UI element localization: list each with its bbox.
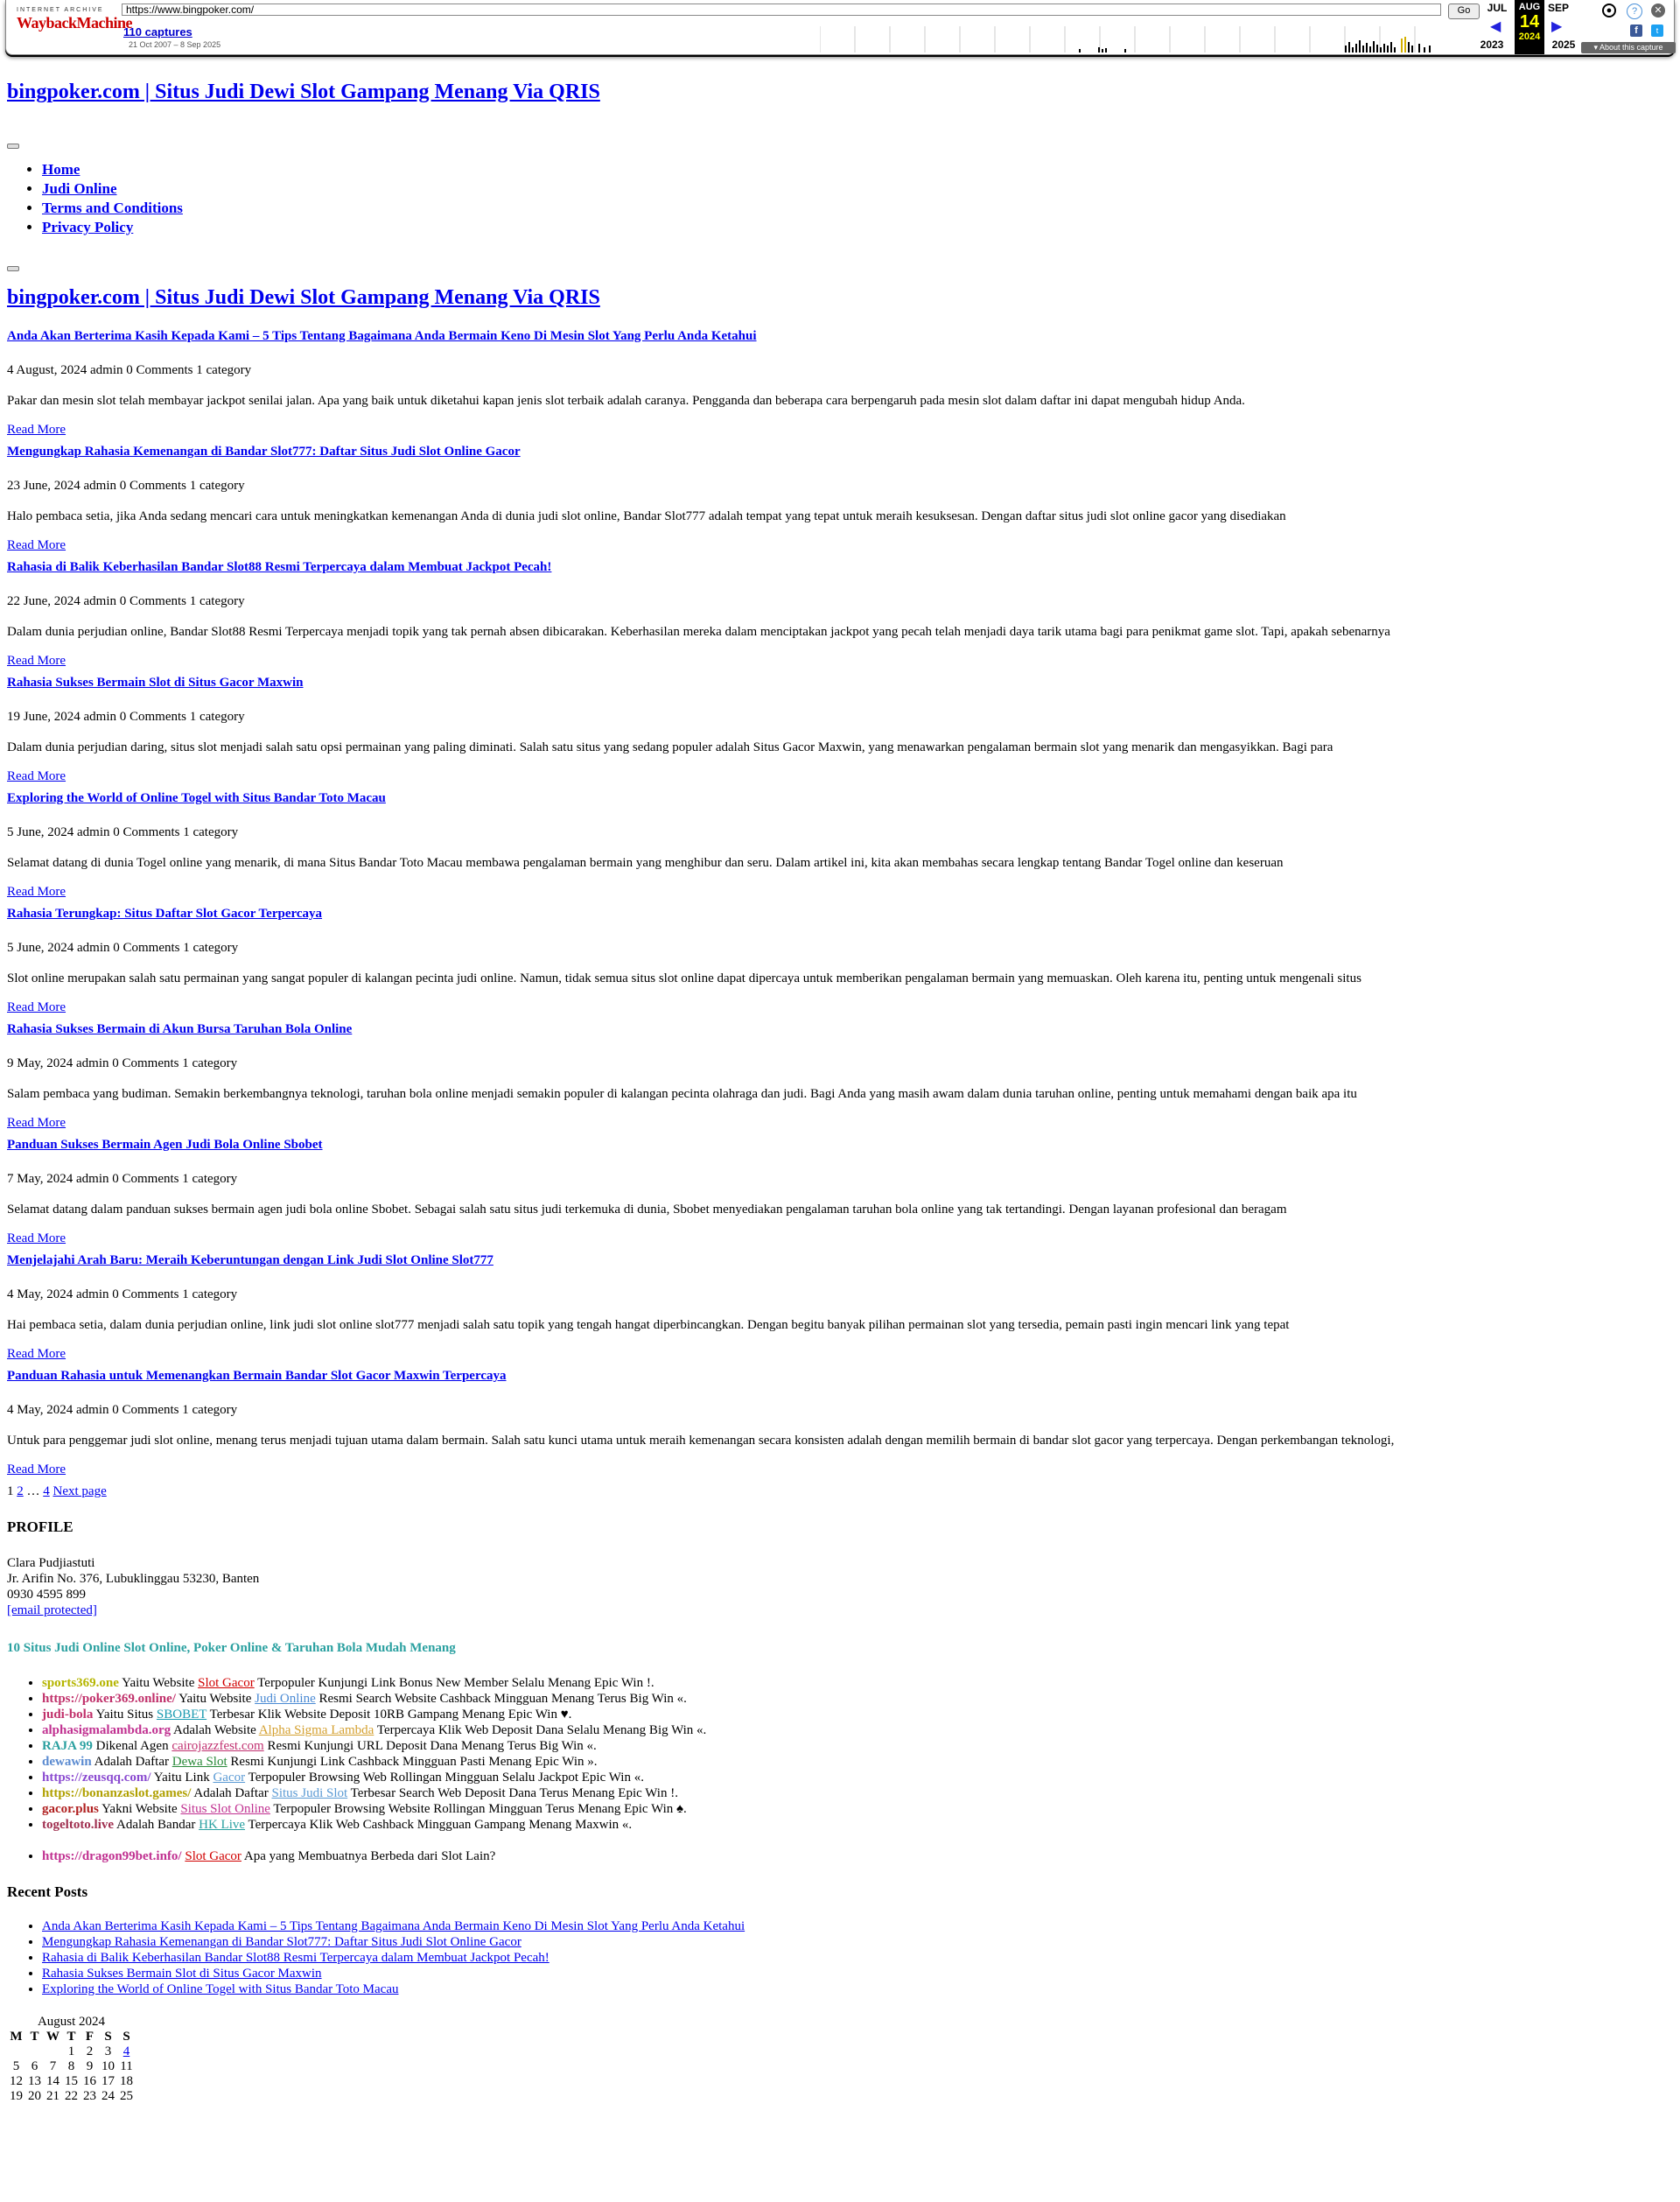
page-content [7,81,1670,2104]
twitter-icon[interactable]: t [1651,25,1663,37]
situs-text-post: Terbesar Search Web Deposit Dana Terus Menang Epic Win !. [347,1786,678,1800]
post-item [7,560,1670,669]
page-link-4[interactable]: 4 [43,1484,50,1498]
calendar-day: 23 [83,2089,96,2103]
situs-item [42,1722,1670,1738]
facebook-icon[interactable]: f [1630,25,1642,37]
post-meta: 4 May, 2024 admin 0 Comments 1 category [7,1287,238,1301]
situs-text-post: Terbesar Klik Website Deposit 10RB Gampang Menang Epic Win ♥. [206,1708,572,1722]
logo-main-text: WaybackMachine [17,14,133,32]
calendar-widget [7,2015,136,2104]
situs-text-pre: Dikenal Agen [92,1739,172,1753]
situs-item [42,1785,1670,1801]
post-meta: 5 June, 2024 admin 0 Comments 1 category [7,825,239,839]
situs-brand-link[interactable]: alphasigmalambda.org [42,1723,172,1737]
situs-brand-link[interactable]: gacor.plus [42,1802,99,1816]
wayback-toolbar [5,0,1675,55]
post-excerpt: Selamat datang dalam panduan sukses bermain agen judi bola online Sbobet. Sebagai salah satu situs judi terkemuka di dunia, Sbobet menyediakan pengalaman taruhan bola online yang tak tertandingi. Dengan layanan profesional dan beragam [7,1203,1287,1217]
situs-item [42,1675,1670,1691]
recent-posts-widget [7,1883,1670,1997]
read-more-link[interactable]: Read More [7,769,66,783]
recent-post-link[interactable]: Anda Akan Berterima Kasih Kepada Kami – 5 Tips Tentang Bagaimana Anda Bermain Keno Di Mesin Slot Yang Perlu Anda Ketahui [42,1919,746,1933]
situs-item [42,1817,1670,1833]
situs-text-post: Terpercaya Klik Web Deposit Dana Selalu Menang Big Win «. [374,1723,707,1737]
situs-text-pre: Yakni Website [98,1802,181,1816]
post-meta: 19 June, 2024 admin 0 Comments 1 category [7,710,245,724]
post-item [7,1369,1670,1477]
recent-post-link[interactable]: Rahasia Sukses Bermain Slot di Situs Gacor Maxwin [42,1967,322,1981]
read-more-link[interactable]: Read More [7,1462,66,1476]
situs-link[interactable]: Alpha Sigma Lambda [258,1723,374,1737]
post-item [7,445,1670,553]
post-title [7,907,1670,922]
prev-month[interactable]: JUL [1487,2,1508,14]
go-button[interactable]: Go [1448,4,1480,19]
post-excerpt: Dalam dunia perjudian online, Bandar Slot88 Resmi Terpercaya menjadi topik yang tak pernah absen dibicarakan. Keberhasilan mereka dalam menciptakan jackpot yang pecah telah menjadi daya tarik utama bagi para penikmat game slot. Tapi, apakah sebenarnya [7,625,1390,639]
calendar-day: 1 [67,2044,75,2058]
page-current: 1 [7,1484,14,1498]
situs-link[interactable]: Situs Judi Slot [271,1786,348,1800]
nav-link-home[interactable]: Home [42,161,80,178]
read-more-link[interactable]: Read More [7,1000,66,1014]
menu-toggle-button[interactable] [7,144,19,149]
situs-brand-link[interactable]: sports369.one [42,1676,119,1690]
situs-text-pre: Adalah Daftar [91,1755,172,1769]
post-title-link[interactable]: Menjelajahi Arah Baru: Meraih Keberuntungan dengan Link Judi Slot Online Slot777 [7,1253,494,1267]
situs-text-pre: Adalah Website [171,1723,259,1737]
site-title [7,81,1670,104]
calendar-weekday: T [30,2030,39,2044]
calendar-day: 11 [120,2059,133,2073]
post-title [7,1022,1670,1037]
read-more-link[interactable]: Read More [7,538,66,552]
site-title-secondary [7,286,1670,310]
capture-sparkline[interactable] [820,26,1441,53]
post-item [7,329,1670,438]
search-toggle-button[interactable] [7,266,19,271]
calendar-weekday: M [10,2030,23,2044]
calendar-day: 8 [67,2059,75,2073]
situs-brand-link[interactable]: dewawin [42,1755,92,1769]
post-excerpt: Halo pembaca setia, jika Anda sedang mencari cara untuk meningkatkan kemenangan Anda di dunia judi slot online, Bandar Slot777 adalah tempat yang tepat untuk meraih kesuksesan. Dengan daftar situs judi slot online gacor yang disediakan [7,509,1286,523]
calendar-day: 20 [28,2089,41,2103]
site-title-link[interactable]: bingpoker.com | Situs Judi Dewi Slot Gampang Menang Via QRIS [7,81,600,103]
capture-range: 21 Oct 2007 – 8 Sep 2025 [129,40,221,49]
read-more-link[interactable]: Read More [7,654,66,668]
post-title-link[interactable]: Rahasia Sukses Bermain di Akun Bursa Taruhan Bola Online [7,1022,353,1036]
situs-extra-text: Apa yang Membuatnya Berbeda dari Slot Lain? [241,1849,496,1863]
recent-posts-heading: Recent Posts [7,1883,88,1900]
post-title-link[interactable]: Rahasia di Balik Keberhasilan Bandar Slot88 Resmi Terpercaya dalam Membuat Jackpot Pecah! [7,560,552,574]
prev-year[interactable]: 2023 [1480,39,1504,51]
post-excerpt: Dalam dunia perjudian daring, situs slot menjadi salah satu opsi permainan yang paling diminati. Salah satu situs yang sedang populer adalah Situs Gacor Maxwin, yang menawarkan pengalaman bermain slot yang menarik dan mengasyikkan. Bagi para [7,740,1334,754]
calendar-weekday: T [66,2030,76,2044]
profile-name: Clara Pudjiastuti [7,1556,95,1570]
calendar-weekday: S [104,2030,112,2044]
situs-text-pre: Adalah Daftar [191,1786,272,1800]
situs-text-post: Terpopuler Browsing Website Rollingan Mingguan Terus Menang Epic Win ♠. [270,1802,687,1816]
next-arrow-icon[interactable]: ▶ [1551,19,1563,34]
post-item [7,791,1670,900]
post-title-link[interactable]: Anda Akan Berterima Kasih Kepada Kami – 5 Tips Tentang Bagaimana Anda Bermain Keno Di Mesin Slot Yang Perlu Anda Ketahui [7,329,757,343]
post-title-link[interactable]: Rahasia Terungkap: Situs Daftar Slot Gacor Terpercaya [7,907,323,921]
read-more-link[interactable]: Read More [7,885,66,899]
calendar-weekday: S [122,2030,130,2044]
post-title [7,445,1670,459]
calendar-day: 15 [65,2074,78,2088]
current-capture [1515,0,1544,54]
calendar-weekday: W [46,2030,60,2044]
help-icon[interactable]: ? [1627,4,1642,19]
situs-item [42,1754,1670,1770]
situs-item [42,1770,1670,1785]
logo-top-text: INTERNET ARCHIVE [17,7,104,13]
post-title [7,791,1670,806]
calendar-day: 22 [65,2089,78,2103]
post-title-link[interactable]: Mengungkap Rahasia Kemenangan di Bandar Slot777: Daftar Situs Judi Slot Online Gacor [7,445,521,459]
profile-heading: PROFILE [7,1518,74,1535]
calendar-day: 16 [83,2074,96,2088]
situs-link[interactable]: Gacor [213,1771,246,1785]
profile-email-link[interactable]: [email protected] [7,1603,97,1617]
situs-extra-brand-link[interactable]: https://dragon99bet.info/ [42,1849,182,1863]
recent-posts-list [7,1918,1670,1997]
situs-link[interactable]: Judi Online [255,1692,316,1706]
nav-item-home [42,160,1670,179]
calendar-day: 12 [10,2074,23,2088]
situs-link[interactable]: Situs Slot Online [180,1802,270,1816]
situs-brand-link[interactable]: RAJA 99 [42,1739,93,1753]
situs-brand-link[interactable]: https://bonanzaslot.games/ [42,1786,192,1800]
calendar-day: 21 [46,2089,60,2103]
calendar-day: 3 [104,2044,112,2058]
calendar-day: 10 [102,2059,115,2073]
post-item [7,1022,1670,1131]
url-input[interactable]: https://www.bingpoker.com/ [122,4,1441,16]
post-meta: 9 May, 2024 admin 0 Comments 1 category [7,1056,238,1070]
calendar-day: 19 [10,2089,23,2103]
post-excerpt: Selamat datang di dunia Togel online yang menarik, di mana Situs Bandar Toto Macau membawa pengalaman bermain yang menghibur dan seru. Dalam artikel ini, kita akan membahas secara lengkap tentang Bandar Togel online dan keseruan [7,856,1284,870]
calendar-day: 25 [120,2089,133,2103]
recent-post-link[interactable]: Exploring the World of Online Togel with Situs Bandar Toto Macau [42,1982,399,1996]
post-item [7,676,1670,784]
recent-post-item [42,1981,1670,1997]
calendar-day: 24 [102,2089,115,2103]
situs-text-post: Resmi Kunjungi URL Deposit Dana Menang Terus Big Win «. [263,1739,597,1753]
post-item [7,907,1670,1015]
main-nav [7,160,1670,237]
post-meta: 7 May, 2024 admin 0 Comments 1 category [7,1172,238,1186]
post-title-link[interactable]: Panduan Sukses Bermain Agen Judi Bola Online Sbobet [7,1138,323,1152]
situs-item [42,1691,1670,1707]
calendar-week [7,2059,136,2074]
situs-extra-item [42,1848,1670,1864]
post-excerpt: Untuk para penggemar judi slot online, menang terus menjadi tujuan utama dalam bermain. Salah satu kunci utama untuk meraih kemenangan secara konsisten adalah dengan memilih bermain di bandar slot gacor yang terpercaya. Dengan perkembangan teknologi, [7,1434,1395,1448]
profile-address: Jr. Arifin No. 376, Lubuklinggau 53230, Banten [7,1572,260,1586]
situs-link[interactable]: Slot Gacor [198,1676,255,1690]
next-month[interactable]: SEP [1547,2,1569,14]
pagination [7,1484,1670,1499]
post-title [7,676,1670,691]
nav-item-terms [42,199,1670,218]
situs-text-pre: Yaitu Situs [93,1708,157,1722]
nav-link-judi-online[interactable]: Judi Online [42,180,117,197]
next-page-link[interactable]: Next page [52,1484,107,1498]
post-item [7,1253,1670,1362]
recent-post-item [42,1934,1670,1950]
nav-item-privacy [42,218,1670,237]
post-meta: 23 June, 2024 admin 0 Comments 1 category [7,479,245,493]
site-title-secondary-link[interactable]: bingpoker.com | Situs Judi Dewi Slot Gampang Menang Via QRIS [7,286,600,309]
calendar-day: 6 [31,2059,38,2073]
calendar-day: 2 [86,2044,94,2058]
post-excerpt: Salam pembaca yang budiman. Semakin berkembangnya teknologi, taruhan bola online menjadi semakin populer di kalangan pecinta olahraga dan judi. Bagi Anda yang masih awam dalam dunia taruhan online, penting untuk memahami dengan baik apa itu [7,1087,1357,1101]
post-meta: 4 August, 2024 admin 0 Comments 1 category [7,363,252,377]
recent-post-link[interactable]: Rahasia di Balik Keberhasilan Bandar Slot88 Resmi Terpercaya dalam Membuat Jackpot Pecah! [42,1951,550,1965]
calendar-day: 14 [46,2074,60,2088]
situs-brand-link[interactable]: togeltoto.live [42,1818,115,1832]
page-link-2[interactable]: 2 [17,1484,24,1498]
situs-text-post: Terpopuler Browsing Web Rollingan Mingguan Selalu Jackpot Epic Win «. [245,1771,644,1785]
situs-extra-link[interactable]: Slot Gacor [185,1849,242,1863]
post-excerpt: Pakar dan mesin slot telah membayar jackpot senilai jalan. Apa yang baik untuk diketahui kapan jenis slot terbaik adalah caranya. Pengganda dan beberapa cara berpengaruh pada mesin slot dalam daftar ini dapat mengubah hidup Anda. [7,394,1245,408]
situs-brand-link[interactable]: judi-bola [42,1708,94,1722]
situs-heading: 10 Situs Judi Online Slot Online, Poker Online & Taruhan Bola Mudah Menang [7,1641,456,1655]
calendar-day: 9 [86,2059,94,2073]
situs-link[interactable]: Dewa Slot [172,1755,228,1769]
read-more-link[interactable]: Read More [7,1116,66,1130]
situs-text-post: Resmi Search Website Cashback Mingguan Menang Terus Big Win «. [315,1692,687,1706]
post-meta: 22 June, 2024 admin 0 Comments 1 category [7,594,245,608]
recent-post-link[interactable]: Mengungkap Rahasia Kemenangan di Bandar Slot777: Daftar Situs Judi Slot Online Gacor [42,1935,522,1949]
calendar-day: 5 [12,2059,20,2073]
calendar-week [7,2089,136,2104]
recent-post-item [42,1950,1670,1966]
situs-item [42,1738,1670,1754]
next-year[interactable]: 2025 [1551,39,1576,51]
situs-item [42,1801,1670,1817]
nav-item-judi-online [42,179,1670,199]
current-month: AUG [1518,2,1541,12]
calendar-day: 18 [120,2074,133,2088]
situs-link[interactable]: HK Live [199,1818,246,1832]
calendar-weekdays [7,2030,136,2044]
calendar-body [7,2044,136,2104]
post-title [7,1253,1670,1268]
calendar-day: 7 [49,2059,57,2073]
calendar-weekday: F [85,2030,94,2044]
recent-post-item [42,1966,1670,1981]
situs-widget [7,1641,1670,1864]
situs-text-post: Resmi Kunjungi Link Cashback Mingguan Pasti Menang Epic Win ». [227,1755,598,1769]
calendar-day-link[interactable]: 4 [122,2044,130,2058]
post-title-link[interactable]: Panduan Rahasia untuk Memenangkan Bermain Bandar Slot Gacor Maxwin Terpercaya [7,1369,507,1383]
situs-link[interactable]: SBOBET [156,1708,207,1722]
page-dots: … [26,1484,40,1498]
post-meta: 5 June, 2024 admin 0 Comments 1 category [7,941,239,955]
post-title-link[interactable]: Exploring the World of Online Togel with Situs Bandar Toto Macau [7,791,386,805]
post-title [7,1369,1670,1384]
situs-text-pre: Yaitu Link [150,1771,214,1785]
situs-text-post: Terpopuler Kunjungi Link Bonus New Member Selalu Menang Epic Win !. [254,1676,654,1690]
prev-arrow-icon[interactable]: ◀ [1490,19,1502,34]
captures-link[interactable]: 110 captures [123,25,192,39]
calendar-week [7,2074,136,2089]
calendar-day: 13 [28,2074,41,2088]
situs-link[interactable]: cairojazzfest.com [172,1739,264,1753]
post-title-link[interactable]: Rahasia Sukses Bermain Slot di Situs Gacor Maxwin [7,676,304,690]
post-title [7,329,1670,344]
post-title [7,1138,1670,1153]
nav-link-terms[interactable]: Terms and Conditions [42,200,183,216]
profile-phone: 0930 4595 899 [7,1588,86,1602]
read-more-link[interactable]: Read More [7,1347,66,1361]
post-list [7,329,1670,1477]
nav-link-privacy[interactable]: Privacy Policy [42,219,134,235]
about-capture-button[interactable]: ▾ About this capture [1581,42,1676,53]
post-title [7,560,1670,575]
calendar-day [44,2044,62,2059]
current-year: 2024 [1518,32,1541,42]
calendar-day: 17 [102,2074,115,2088]
recent-post-item [42,1918,1670,1934]
calendar-day [7,2044,25,2059]
current-day: 14 [1519,12,1540,32]
profile-widget [7,1518,1670,1618]
read-more-link[interactable]: Read More [7,423,66,437]
situs-list [7,1675,1670,1833]
situs-text-pre: Yaitu Website [175,1692,256,1706]
read-more-link[interactable]: Read More [7,1231,66,1245]
post-excerpt: Slot online merupakan salah satu permainan yang sangat populer di kalangan pecinta judi online. Namun, tidak semua situs slot online dapat dipercaya untuk memberikan pengalaman bermain yang memuaskan. Oleh karena itu, penting untuk mengenali situs [7,971,1362,985]
wayback-logo[interactable] [17,7,133,46]
situs-extra-list [7,1848,1670,1864]
situs-text-pre: Yaitu Website [118,1676,199,1690]
situs-text-post: Terpercaya Klik Web Cashback Mingguan Gampang Menang Maxwin «. [245,1818,633,1832]
calendar-week [7,2044,136,2059]
situs-brand-link[interactable]: https://zeusqq.com/ [42,1771,151,1785]
post-meta: 4 May, 2024 admin 0 Comments 1 category [7,1403,238,1417]
situs-item [42,1707,1670,1722]
post-excerpt: Hai pembaca setia, dalam dunia perjudian online, link judi slot online slot777 menjadi salah satu topik yang tengah hangat diperbincangkan. Dengan begitu banyak pilihan permainan slot yang tersedia, pemain pasti ingin mencari link yang tepat [7,1318,1290,1332]
user-icon[interactable]: ● [1602,4,1616,18]
situs-text-pre: Adalah Bandar [114,1818,200,1832]
calendar-caption: August 2024 [37,2015,106,2029]
calendar-day-cell [117,2044,136,2059]
post-item [7,1138,1670,1246]
calendar-day [25,2044,44,2059]
situs-brand-link[interactable]: https://poker369.online/ [42,1692,176,1706]
close-icon[interactable]: ✕ [1651,4,1665,18]
